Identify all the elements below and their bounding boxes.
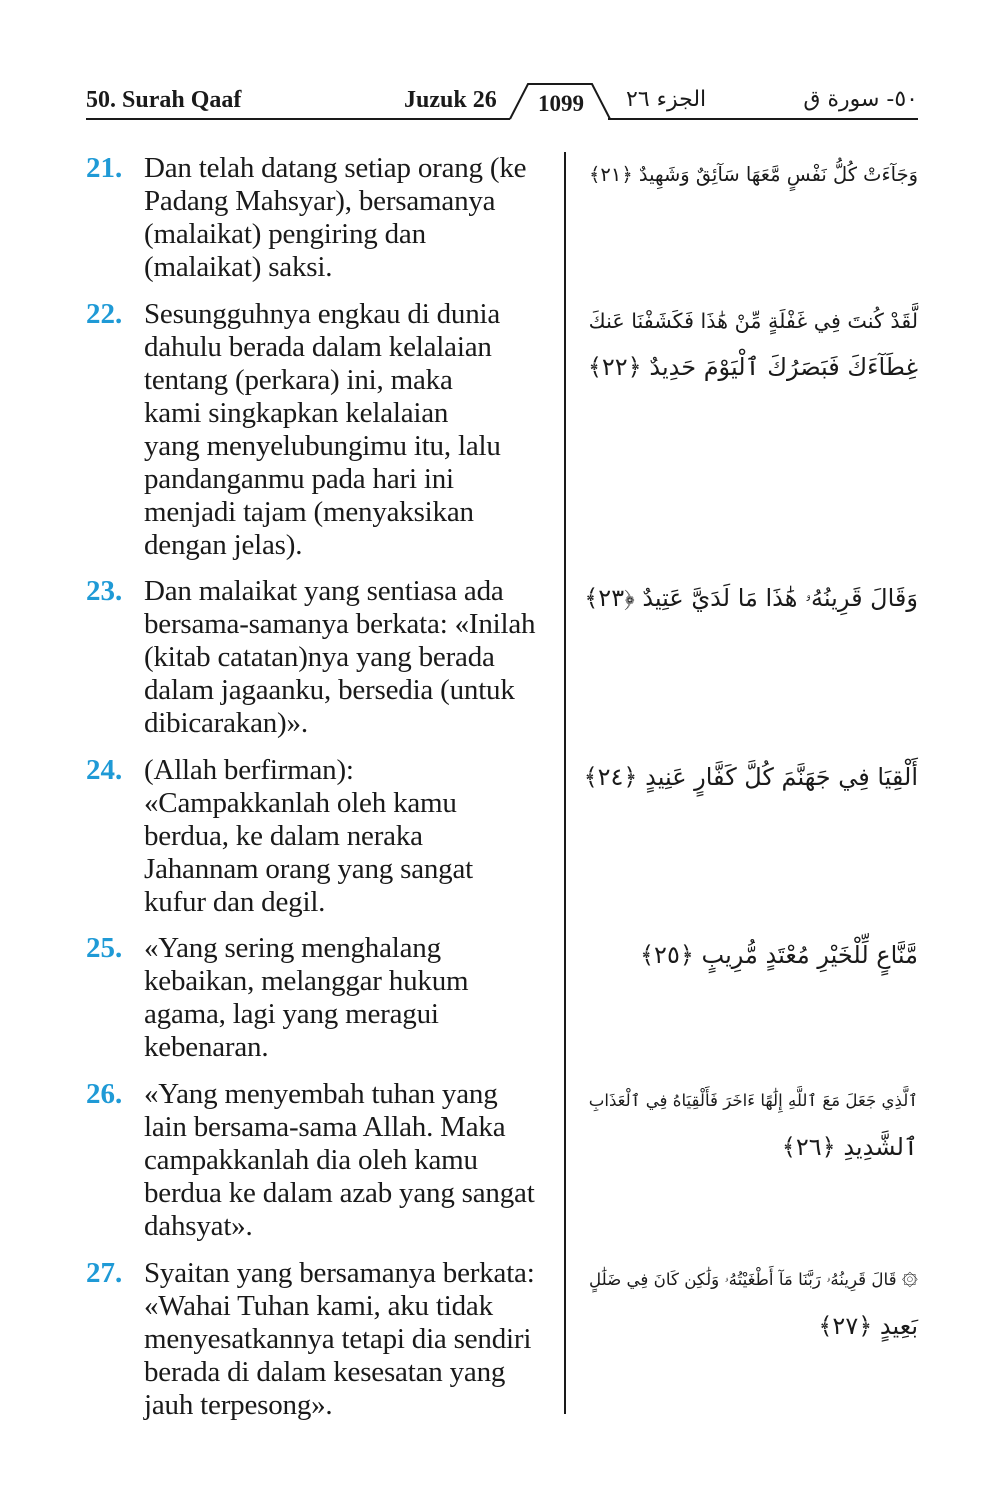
translation-line: kebenaran. <box>144 1031 269 1063</box>
header-rule-right <box>608 118 918 120</box>
verse-translation <box>144 575 558 740</box>
verse-translation <box>144 932 558 1064</box>
verse-translation <box>144 1078 558 1243</box>
translation-line: kami singkapkan kelalaian <box>144 397 449 429</box>
verse-arabic <box>582 1257 918 1349</box>
translation-line: (malaikat) saksi. <box>144 251 333 283</box>
translation-line: «Wahai Tuhan kami, aku tidak <box>144 1290 493 1322</box>
verse-number: 22. <box>86 298 123 330</box>
verse-translation <box>144 1257 558 1422</box>
verse-arabic <box>582 152 918 198</box>
column-divider <box>564 152 566 1414</box>
translation-line: «Yang sering menghalang <box>144 932 441 964</box>
translation-line: jauh terpesong». <box>144 1389 333 1421</box>
arabic-line: لَّقَدْ كُنتَ فِي غَفْلَةٍ مِّنْ هَٰذَا فَكَشَفْنَا عَنكَ <box>588 309 918 333</box>
translation-line: dibicarakan)». <box>144 707 308 739</box>
arabic-line: ۞ قَالَ قَرِينُهُۥ رَبَّنَا مَآ أَطْغَيْتُهُۥ وَلَٰكِن كَانَ فِي ضَلَٰلٍ <box>588 1270 918 1289</box>
translation-line: Padang Mahsyar), bersamanya <box>144 185 496 217</box>
translation-line: berada di dalam kesesatan yang <box>144 1356 506 1388</box>
translation-line: Sesungguhnya engkau di dunia <box>144 298 501 330</box>
verse-arabic <box>582 1078 918 1170</box>
surah-title-latin: 50. Surah Qaaf <box>86 87 242 113</box>
verse-translation <box>144 152 558 284</box>
arabic-line: أَلْقِيَا فِي جَهَنَّمَ كُلَّ كَفَّارٍ عَنِيدٍ ﴿٢٤﴾ <box>583 763 918 791</box>
translation-line: agama, lagi yang meragui <box>144 998 439 1030</box>
verse-translation <box>144 754 558 919</box>
verse-number: 26. <box>86 1078 123 1110</box>
page-number: 1099 <box>538 91 584 116</box>
arabic-line: وَجَآءَتْ كُلُّ نَفْسٍ مَّعَهَا سَآئِقٌ وَشَهِيدٌ ﴿٢١﴾ <box>589 163 918 186</box>
arabic-line: غِطَآءَكَ فَبَصَرُكَ ٱلْيَوْمَ حَدِيدٌ ﴿٢٢﴾ <box>587 353 918 381</box>
translation-line: Jahannam orang yang sangat <box>144 853 473 885</box>
translation-line: yang menyelubungimu itu, lalu <box>144 430 501 462</box>
translation-line: «Campakkanlah oleh kamu <box>144 787 457 819</box>
verse-number: 23. <box>86 575 123 607</box>
translation-line: (Allah berfirman): <box>144 754 354 786</box>
juz-label-arabic: الجزء ٢٦ <box>626 87 707 112</box>
translation-line: dahsyat». <box>144 1210 253 1242</box>
surah-title-arabic: ٥٠- سورة ق <box>803 87 918 112</box>
translation-line: dahulu berada dalam kelalaian <box>144 331 492 363</box>
translation-line: Syaitan yang bersamanya berkata: <box>144 1257 535 1289</box>
translation-line: (kitab catatan)nya yang berada <box>144 641 495 673</box>
header-rule-left <box>86 118 510 120</box>
arabic-line: وَقَالَ قَرِينُهُۥ هَٰذَا مَا لَدَيَّ عَتِيدٌ ﴿٢٣﴾ <box>584 584 918 612</box>
translation-line: bersama-samanya berkata: «Inilah <box>144 608 536 640</box>
translation-line: kufur dan degil. <box>144 886 326 918</box>
page-header <box>86 80 918 120</box>
arabic-line: ٱلَّذِي جَعَلَ مَعَ ٱللَّهِ إِلَٰهًا ءَاخَرَ فَأَلْقِيَاهُ فِي ٱلْعَذَابِ <box>588 1091 918 1110</box>
translation-line: menjadi tajam (menyaksikan <box>144 496 474 528</box>
translation-line: campakkanlah dia oleh kamu <box>144 1144 478 1176</box>
translation-line: lain bersama-sama Allah. Maka <box>144 1111 506 1143</box>
verse-translation <box>144 298 558 562</box>
verse-number: 25. <box>86 932 123 964</box>
translation-line: Dan telah datang setiap orang (ke <box>144 152 527 184</box>
translation-line: Dan malaikat yang sentiasa ada <box>144 575 504 607</box>
translation-line: berdua ke dalam azab yang sangat <box>144 1177 535 1209</box>
verse-number: 24. <box>86 754 123 786</box>
translation-line: pandanganmu pada hari ini <box>144 463 454 495</box>
translation-line: tentang (perkara) ini, maka <box>144 364 453 396</box>
arabic-line: ٱلشَّدِيدِ ﴿٢٦﴾ <box>781 1133 918 1161</box>
translation-line: (malaikat) pengiring dan <box>144 218 426 250</box>
verse-arabic <box>582 298 918 390</box>
juzuk-label-latin: Juzuk 26 <box>404 87 497 113</box>
verse-arabic <box>582 575 918 621</box>
translation-line: dalam jagaanku, bersedia (untuk <box>144 674 515 706</box>
translation-line: menyesatkannya tetapi dia sendiri <box>144 1323 532 1355</box>
arabic-line: بَعِيدٍ ﴿٢٧﴾ <box>818 1312 918 1340</box>
translation-line: kebaikan, melanggar hukum <box>144 965 469 997</box>
verse-number: 27. <box>86 1257 123 1289</box>
translation-line: berdua, ke dalam neraka <box>144 820 423 852</box>
arabic-line: مَّنَّاعٍ لِّلْخَيْرِ مُعْتَدٍ مُّرِيبٍ ﴿٢٥﴾ <box>639 941 918 969</box>
translation-line: dengan jelas). <box>144 529 303 561</box>
verse-number: 21. <box>86 152 123 184</box>
translation-line: «Yang menyembah tuhan yang <box>144 1078 498 1110</box>
verse-arabic <box>582 754 918 800</box>
verse-arabic <box>582 932 918 978</box>
